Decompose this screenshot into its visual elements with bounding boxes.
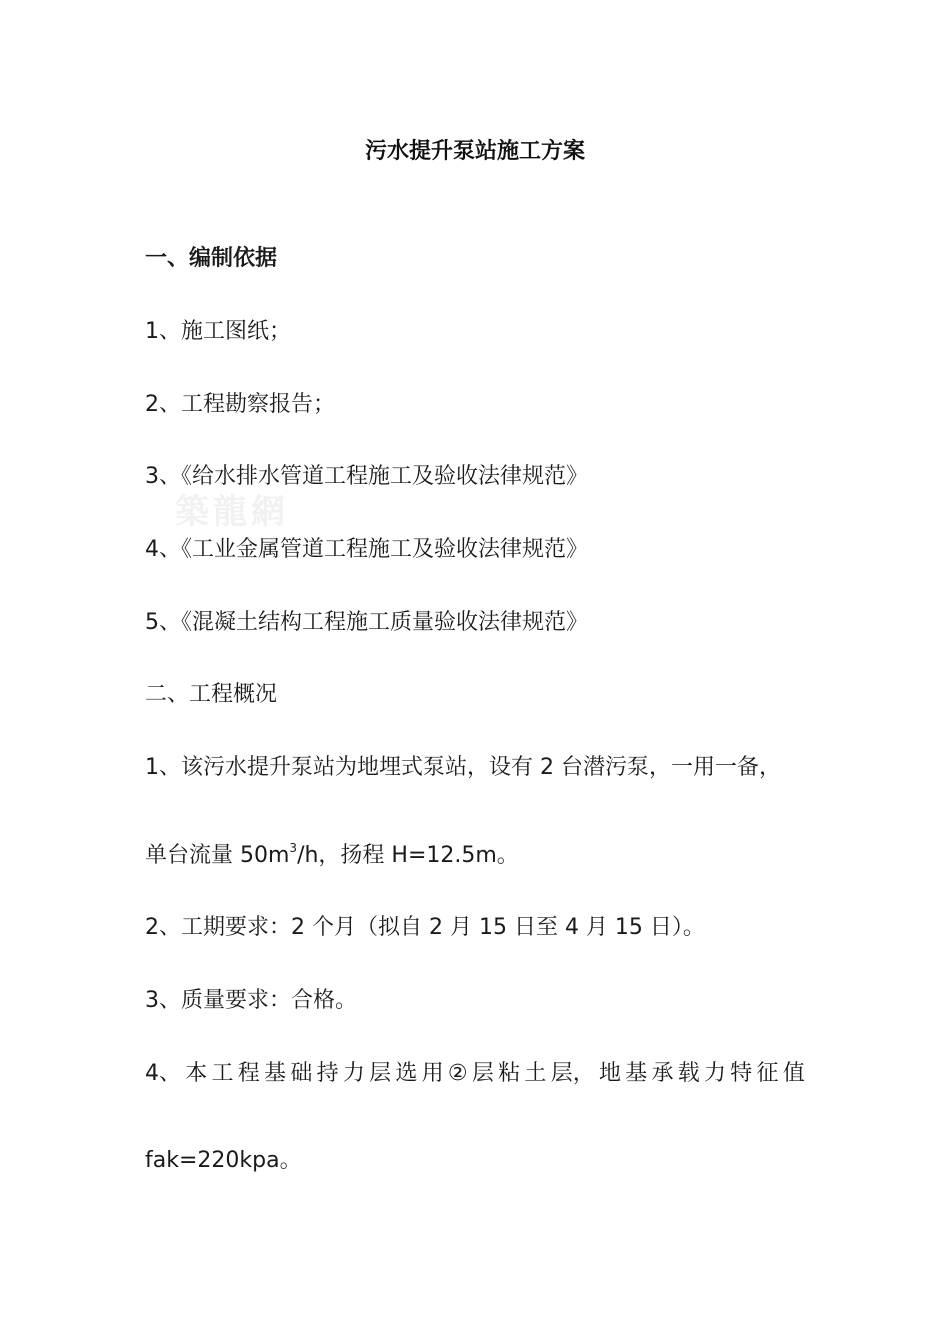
item4-char: 选 [395,1061,418,1086]
item4-char: 基 [625,1061,648,1086]
item4-char: 础 [290,1061,313,1086]
item4-char: 载 [677,1061,700,1086]
superscript-3: 3 [289,841,298,855]
item4-char: 本 [185,1061,208,1086]
item4-char: 基 [264,1061,287,1086]
item4-char: 程 [237,1061,260,1086]
basis-item-2: 2、工程勘察报告； [145,392,335,417]
flow-rate-text: 单台流量 50m [145,843,290,868]
item4-char: 层， [550,1061,595,1086]
item4-char: 用 [421,1061,444,1086]
section-heading-overview: 二、工程概况 [145,682,278,707]
item4-char: ② [447,1061,468,1086]
overview-item-1-line-2 [145,841,519,871]
overview-item-3: 3、质量要求：合格。 [145,988,357,1013]
item4-char: 征 [756,1061,779,1086]
basis-item-1: 1、施工图纸； [145,319,291,344]
item4-char: 4、 [145,1061,181,1086]
item4-char: 力 [704,1061,727,1086]
basis-item-4: 4、《工业金属管道工程施工及验收法律规范》 [145,537,588,562]
document-title: 污水提升泵站施工方案 [364,139,585,164]
head-text: /h，扬程 H=12.5m。 [297,843,519,868]
item4-char: 粘 [498,1061,521,1086]
item4-char: 土 [524,1061,547,1086]
basis-item-5: 5、《混凝土结构工程施工质量验收法律规范》 [145,610,588,635]
item4-char: 地 [598,1061,621,1086]
item4-char: 特 [730,1061,753,1086]
overview-item-1-line-1: 1、该污水提升泵站为地埋式泵站，设有 2 台潜污泵，一用一备， [145,755,781,780]
item4-char: 层 [471,1061,494,1086]
section-heading-basis: 一、编制依据 [145,246,278,271]
watermark: 築龍網 [175,492,289,532]
item4-char: 持 [316,1061,339,1086]
overview-item-4-line-2: fak=220kpa。 [145,1148,302,1173]
overview-item-4-line-1 [145,1059,805,1089]
basis-item-3: 3、《给水排水管道工程施工及验收法律规范》 [145,464,588,489]
item4-char: 承 [651,1061,674,1086]
item4-char: 层 [369,1061,392,1086]
item4-char: 工 [211,1061,234,1086]
overview-item-2: 2、工期要求：2 个月（拟自 2 月 15 日至 4 月 15 日）。 [145,915,705,940]
item4-char: 值 [782,1061,805,1086]
item4-char: 力 [342,1061,365,1086]
